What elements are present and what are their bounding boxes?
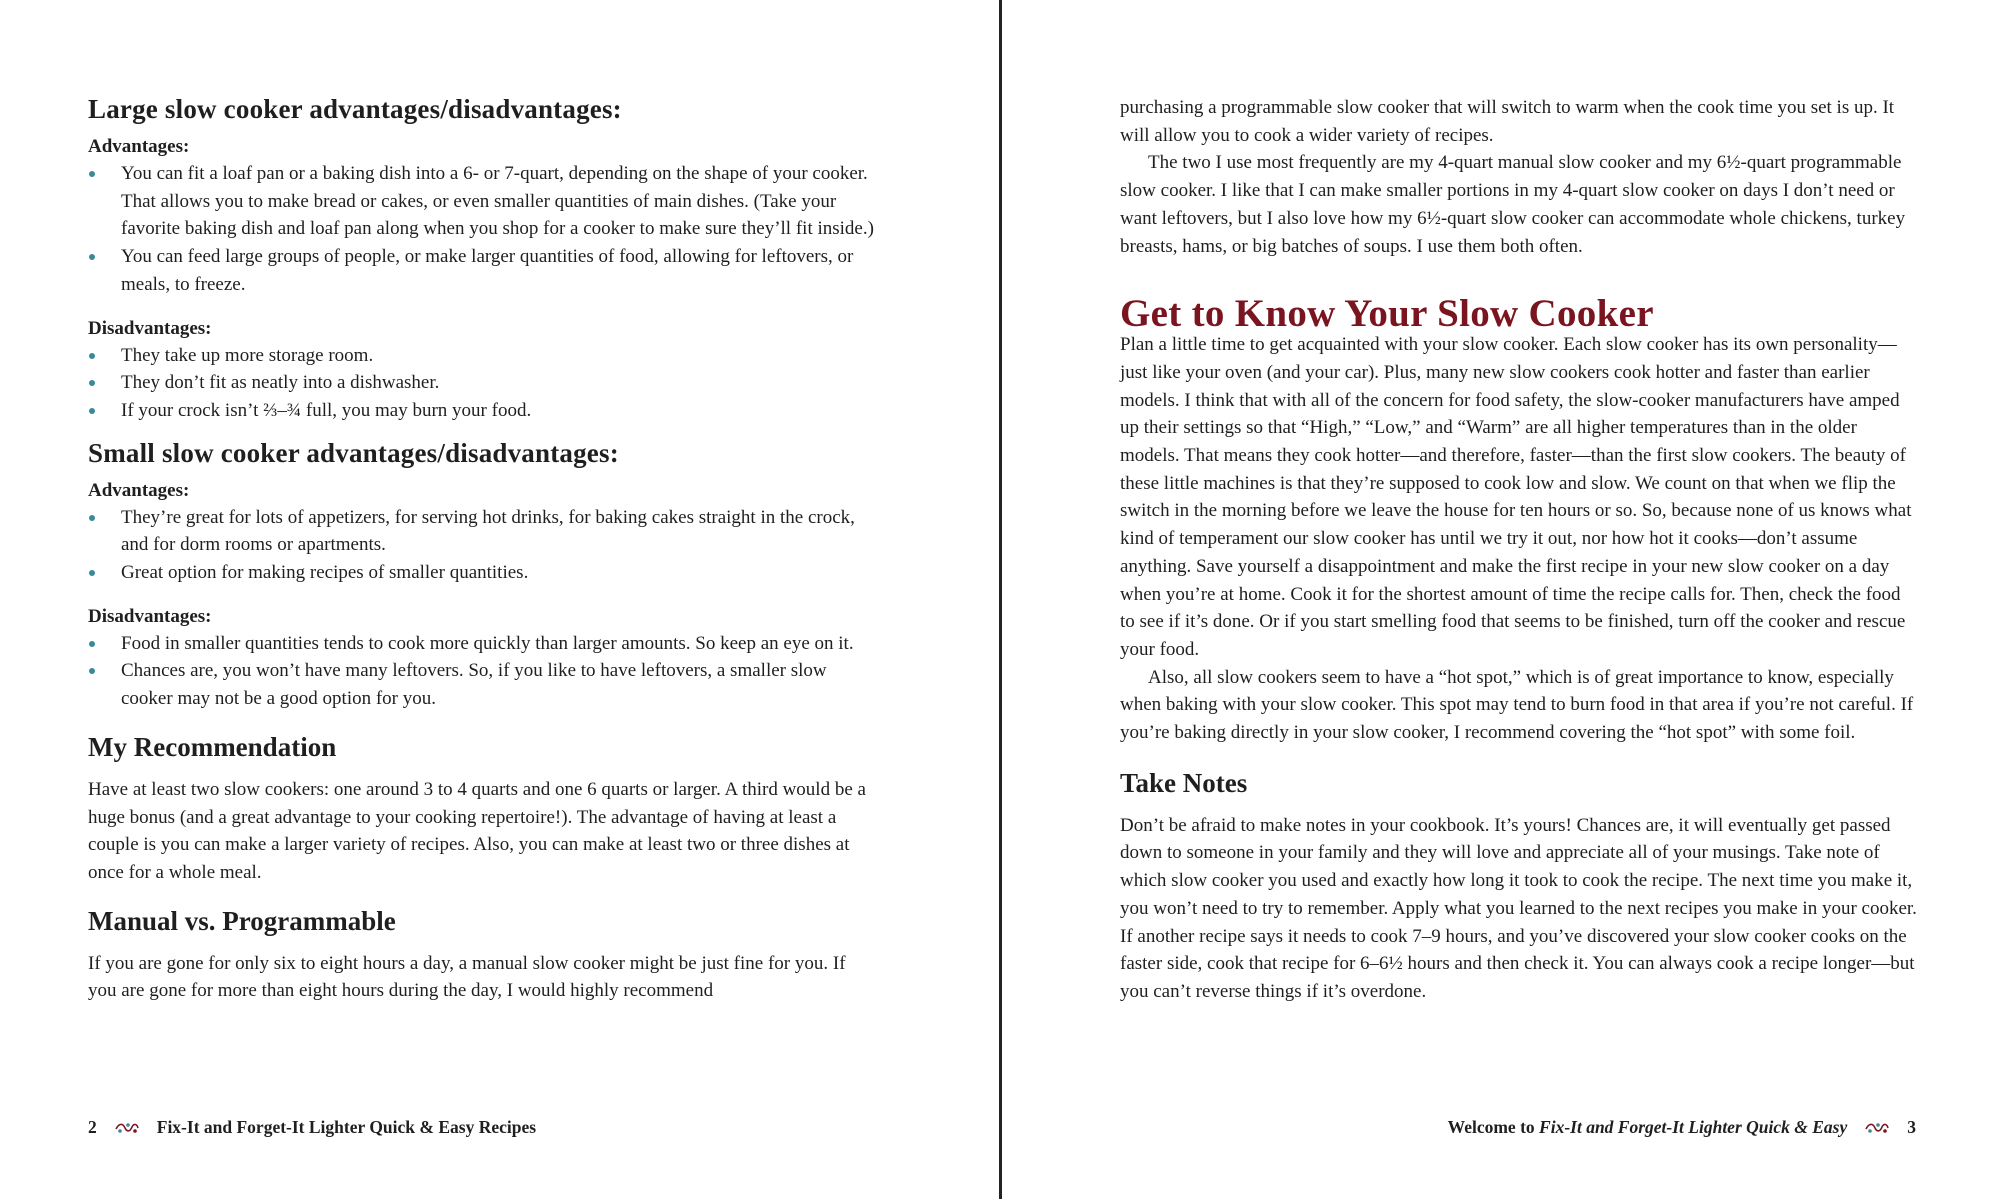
small-cooker-heading: Small slow cooker advantages/disadvantages: — [88, 437, 619, 468]
large-cooker-heading: Large slow cooker advantages/disadvantages: — [88, 94, 622, 124]
get-to-know-paragraph-1: Plan a little time to get acquainted with your slow cooker. Each slow cooker has its own personality—just like your oven (and your car). Plus, many new slow cookers cook hotter and faster than earlier models. I think that with all of the concern for food safety, the slow-cooker manufacturers have amped up their settings so that “High,” “Low,” and “Warm” are all higher temperatures than in the older models. That means they cook hotter—and therefore, faster—than the first slow cookers. The beauty of these little machines is that they’re supposed to cook low and slow. We count on that when we flip the switch in the morning before we leave the house for ten hours or so. So, because none of us knows what kind of temperament our slow cooker has until we try it out, nor how hot it cooks—don’t assume anything. Save yourself a disappointment and make the first recipe in your new slow cooker on a day when you’re at home. Cook it for the shortest amount of time the recipe calls for. Then, check the food to see if it’s done. Or if you start smelling food that seems to be finished, turn off the cooker and rescue your food. — [1120, 334, 1912, 660]
list-item — [88, 657, 878, 712]
small-advantages-label: Advantages: — [88, 479, 190, 501]
list-item-text: They’re great for lots of appetizers, for serving hot drinks, for baking cakes straight in the crock, and for dorm rooms or apartments. — [121, 506, 855, 556]
bullet-icon — [89, 353, 95, 359]
bullet-icon — [89, 171, 95, 177]
list-item — [88, 504, 878, 559]
list-item-text: They take up more storage room. — [121, 344, 374, 366]
small-advantages-list — [88, 504, 878, 587]
list-item — [88, 559, 878, 587]
large-advantages-label: Advantages: — [88, 136, 190, 157]
recommendation-text: Have at least two slow cookers: one around 3 to 4 quarts and one 6 quarts or larger. A third would be a huge bonus (and a great advantage to your cooking repertoire!). The advantage of having at least a couple is you can make a larger variety of recipes. Also, you can make at least two or three dishes at once for a whole meal. — [88, 778, 866, 883]
running-title: Fix-It and Forget-It Lighter Quick & Easy Recipes — [156, 1117, 537, 1137]
bullet-icon — [89, 380, 95, 386]
vine-ornament-icon — [1864, 1120, 1890, 1136]
list-item — [88, 369, 878, 397]
small-disadvantages-list — [88, 630, 878, 713]
list-item-text: They don’t fit as neatly into a dishwasher. — [121, 372, 440, 394]
recommendation-heading: My Recommendation — [88, 731, 337, 762]
left-page-body — [88, 92, 878, 1005]
running-title-prefix: Welcome to — [1447, 1117, 1535, 1137]
get-to-know-paragraph-2: Also, all slow cookers seem to have a “hot spot,” which is of great importance to know, especially when baking with your slow cooker. This spot may tend to burn food in that area if you’re not careful. If you’re baking directly in your slow cooker, I recommend covering the “hot spot” with some foil. — [1120, 666, 1914, 744]
take-notes-text: Don’t be afraid to make notes in your cookbook. It’s yours! Chances are, it will eventually get passed down to someone in your family and they will love and appreciate all of your musings. Take note of which slow cooker you used and exactly how long it took to cook the recipe. The next time you make it, you won’t need to try to remember. Apply what you learned to the next recipes you make in your cooker. If another recipe says it needs to cook 7–9 hours, and you’ve discovered your slow cooker cooks on the faster side, cook that recipe for 6–6½ hours and then check it. You can always cook a recipe longer—but you can’t reverse things if it’s overdone. — [1120, 814, 1917, 1002]
list-item — [88, 160, 878, 243]
cooker-usage-paragraph: The two I use most frequently are my 4-quart manual slow cooker and my 6½-quart programmable slow cooker. I like that I can make smaller portions in my 4-quart slow cooker on days I don’t need or want leftovers, but I also love how my 6½-quart slow cooker can accommodate whole chickens, turkey breasts, hams, or big batches of soups. I use them both often. — [1120, 152, 1906, 257]
page-number: 3 — [1907, 1117, 1916, 1137]
vine-ornament-icon — [114, 1120, 140, 1136]
list-item-text: You can fit a loaf pan or a baking dish into a 6- or 7-quart, depending on the shape of your cooker. That allows you to make bread or cakes, or even smaller quantities of main dishes. (Take your favorite baking dish and loaf pan along when you shop for a cooker to make sure they’ll fit inside.) — [121, 163, 874, 240]
list-item-text: Great option for making recipes of smaller quantities. — [121, 562, 529, 584]
large-advantages-list — [88, 160, 878, 299]
list-item-text: If your crock isn’t ⅔–¾ full, you may burn your food. — [121, 399, 532, 421]
large-disadvantages-list — [88, 342, 878, 425]
right-page-body — [1120, 94, 1920, 1006]
list-item-text: Food in smaller quantities tends to cook more quickly than larger amounts. So keep an eye on it. — [121, 632, 854, 654]
list-item — [88, 342, 878, 370]
bullet-icon — [89, 408, 95, 414]
list-item — [88, 397, 878, 425]
list-item-text: Chances are, you won’t have many leftovers. So, if you like to have leftovers, a smaller slow cooker may not be a good option for you. — [121, 660, 827, 710]
continued-paragraph: purchasing a programmable slow cooker that will switch to warm when the cook time you set is up. It will allow you to cook a wider variety of recipes. — [1120, 97, 1895, 146]
book-spine-divider — [999, 0, 1002, 1199]
page-number: 2 — [88, 1117, 97, 1137]
right-page — [1004, 0, 2000, 1199]
bullet-icon — [89, 254, 95, 260]
list-item — [88, 243, 878, 298]
get-to-know-heading: Get to Know Your Slow Cooker — [1120, 292, 1654, 336]
list-item-text: You can feed large groups of people, or make larger quantities of food, allowing for leftovers, or meals, to freeze. — [121, 246, 854, 295]
large-disadvantages-label: Disadvantages: — [88, 317, 212, 339]
manual-vs-programmable-heading: Manual vs. Programmable — [88, 905, 396, 936]
small-disadvantages-label: Disadvantages: — [88, 605, 212, 627]
bullet-icon — [89, 570, 95, 576]
bullet-icon — [89, 668, 95, 674]
take-notes-heading: Take Notes — [1120, 767, 1248, 798]
list-item — [88, 630, 878, 658]
running-title: Fix-It and Forget-It Lighter Quick & Easy — [1539, 1117, 1848, 1137]
bullet-icon — [89, 515, 95, 521]
manual-vs-programmable-text: If you are gone for only six to eight hours a day, a manual slow cooker might be just fine for you. If you are gone for more than eight hours during the day, I would highly recommend — [88, 952, 846, 1002]
left-footer — [88, 1117, 536, 1138]
bullet-icon — [89, 641, 95, 647]
right-footer — [1448, 1117, 1916, 1138]
